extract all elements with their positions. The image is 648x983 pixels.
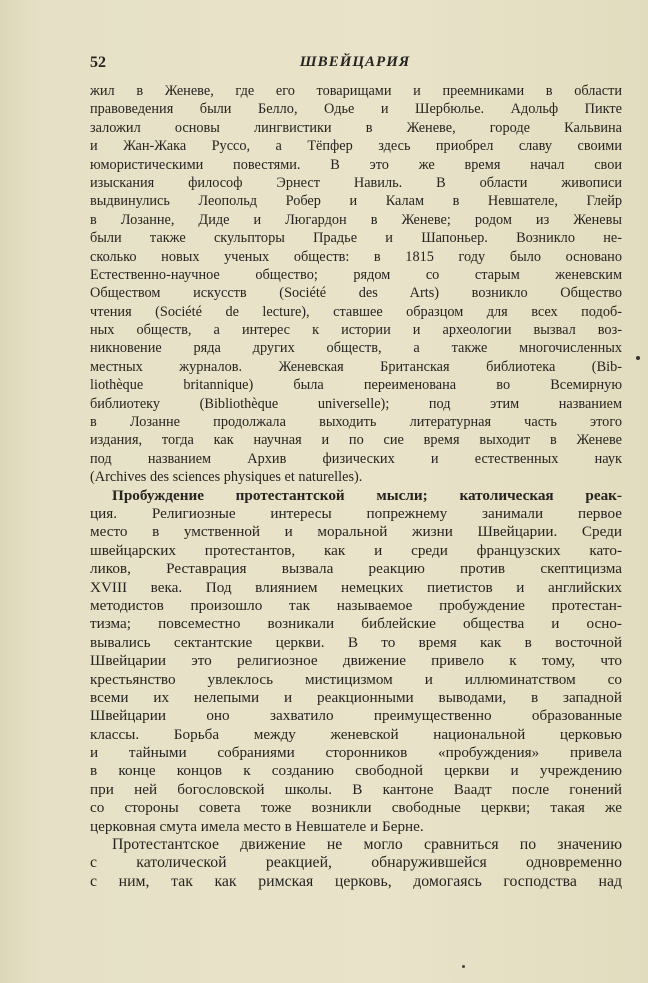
text-line: Обществом искусств (Société des Arts) возникло Общество [90,285,622,302]
text-line: со стороны совета тоже возникли свободные церкви; такая же [90,799,622,817]
text-line: церковная смута имела место в Невшателе и Берне. [90,817,424,835]
text-line: ных обществ, а интерес к истории и археологии вызвал воз- [90,322,622,339]
page-header [90,54,620,74]
text-line: издания, тогда как научная и по сие время выходит в Женеве [90,432,622,449]
text-line: ликов, Реставрация вызвала реакцию против скептицизма [90,560,622,578]
text-line: жил в Женеве, где его товарищами и преемниками в области [90,83,622,99]
running-title: ШВЕЙЦАРИЯ [299,54,411,70]
text-line: юмористическими повестями. В это же время начал свои [90,156,622,173]
text-line: сколько новых ученых обществ: в 1815 году было основано [90,248,622,265]
body-text [90,82,622,891]
text-line: заложил основы лингвистики в Женеве, городе Кальвина [90,119,622,136]
text-line: в Лозанне, Диде и Люгардон в Женеве; родом из Женевы [90,211,622,228]
text-line: (Archives des sciences physiques et naturelles). [90,469,363,486]
text-line: с ним, так как римская церковь, домогаясь господства над [90,872,622,890]
text-line: под названием Архив физических и естественных наук [90,450,622,467]
text-line: местных журналов. Женевская Британская библиотека (Bib- [90,358,622,375]
text-line: XVIII века. Под влиянием немецких пиетистов и английских [90,578,622,596]
text-line: ция. Религиозные интересы попрежнему занимали первое [90,504,622,522]
text-line: швейцарских протестантов, как и среди французских като- [90,541,622,559]
text-line: выдвинулись Леопольд Робер и Калам в Невшателе, Глейр [90,193,622,210]
text-line: вывались сектантские церкви. В то время как в восточной [90,633,622,651]
text-line: и тайными собраниями сторонников «пробуждения» привела [90,744,622,762]
text-line: при ней богословской школы. В кантоне Ваадт после гонений [90,780,622,798]
text-line: в конце концов к созданию свободной церкви и учреждению [90,762,622,780]
text-line: и Жан-Жака Руссо, а Тёпфер здесь приобрел славу своими [90,138,622,155]
section-heading-line: Пробуждение протестантской мысли; католическая реак- [112,486,622,504]
text-line: библиотеку (Bibliothèque universelle); под этим названием [90,395,622,412]
text-line: тизма; повсеместно возникали библейские общества и осно- [90,615,622,633]
text-line: чтения (Société de lecture), ставшее образцом для всех подоб- [90,303,622,320]
text-line: изыскания философ Эрнест Навиль. В области живописи [90,174,622,191]
text-line: методистов произошло так называемое пробуждение протестан- [90,596,622,614]
text-line: liothèque britannique) была переименована во Всемирную [90,377,622,394]
text-line: Протестантское движение не могло сравниться по значению [112,836,622,854]
text-line: место в умственной и моральной жизни Швейцарии. Среди [90,523,622,541]
text-line: классы. Борьба между женевской национальной церковью [90,725,622,743]
paper-speck [462,965,465,968]
text-line: с католической реакцией, обнаружившейся одновременно [90,854,622,872]
text-line: никновение ряда других обществ, а также многочисленных [90,340,622,357]
text-line: крестьянство увлеклось мистицизмом и иллюминатством со [90,670,622,688]
text-line: были также скульпторы Прадье и Шапоньер. Возникло не- [90,230,622,247]
text-line: Швейцарии оно захватило преимущественно образованные [90,707,622,725]
margin-mark [636,356,640,360]
text-line: правоведения были Белло, Одье и Шербюлье. Адольф Пикте [90,101,622,118]
text-line: в Лозанне продолжала выходить литературная часть этого [90,414,622,431]
page-number: 52 [90,54,106,71]
text-line: Швейцарии это религиозное движение привело к тому, что [90,652,622,670]
text-line: всеми их нелепыми и реакционными выводами, в западной [90,688,622,706]
text-line: Естественно-научное общество; рядом со старым женевским [90,266,622,283]
